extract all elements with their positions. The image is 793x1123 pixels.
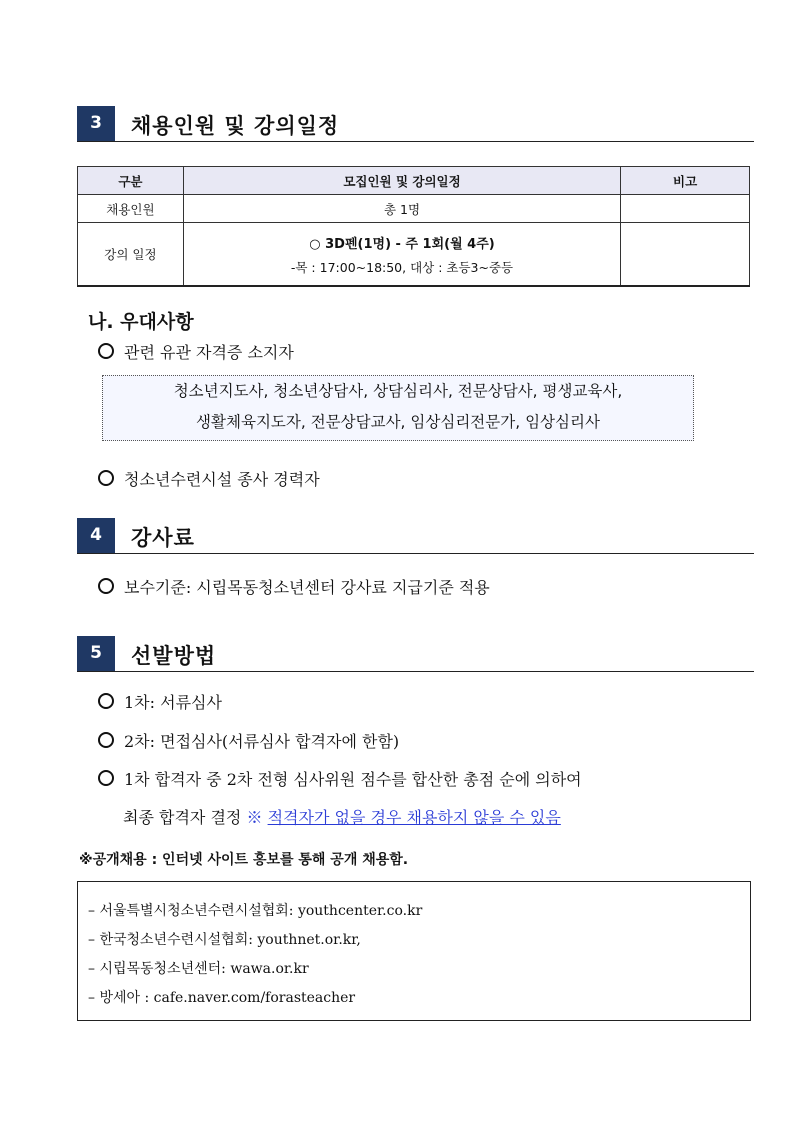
section-number-badge: 5: [77, 636, 115, 671]
list-item: 관련 유관 자격증 소지자: [98, 340, 294, 363]
disclaimer-note: 적격자가 없을 경우 채용하지 않을 수 있음: [267, 808, 561, 827]
lecture-title: ○ 3D펜(1명) - 주 1회(월 4주): [309, 236, 495, 252]
section-title: 강사료: [131, 526, 195, 550]
section-title: 선발방법: [131, 644, 217, 668]
column-header: 모집인원 및 강의일정: [183, 167, 620, 195]
table-row: [78, 223, 750, 287]
table-row: [78, 195, 750, 223]
public-recruitment-notice: ※공개채용 : 인터넷 사이트 홍보를 통해 공개 채용함.: [79, 852, 409, 868]
list-item: 청소년수련시설 종사 경력자: [98, 467, 320, 490]
schedule-cell: [183, 223, 620, 287]
note-cell: [621, 223, 750, 287]
circle-bullet-icon: [98, 578, 114, 594]
column-header: 비고: [621, 167, 750, 195]
list-item: 1차: 서류심사: [98, 690, 222, 713]
qualification-line: 생활체육지도자, 전문상담교사, 임상심리전문가, 임상심리사: [196, 413, 600, 431]
contact-item: – 서울특별시청소년수련시설협회: youthcenter.co.kr: [88, 903, 423, 919]
circle-bullet-icon: [98, 343, 114, 359]
list-item-continuation: 최종 합격자 결정 ※ 적격자가 없을 경우 채용하지 않을 수 있음: [123, 808, 561, 827]
lecture-time: -목 : 17:00~18:50, 대상 : 초등3~중등: [290, 259, 514, 275]
recruitment-schedule-table: [77, 166, 750, 287]
reference-mark: ※: [246, 808, 263, 827]
contact-box: [77, 881, 751, 1021]
section-title: 채용인원 및 강의일정: [131, 114, 340, 138]
contact-item: – 방세아 : cafe.naver.com/forasteacher: [88, 990, 356, 1006]
list-item: 2차: 면접심사(서류심사 합격자에 한함): [98, 729, 399, 752]
circle-bullet-icon: [98, 770, 114, 786]
circle-bullet-icon: [98, 693, 114, 709]
headcount-cell: 총 1명: [183, 195, 620, 223]
list-item: 1차 합격자 중 2차 전형 심사위원 점수를 합산한 총점 순에 의하여: [98, 767, 582, 790]
contact-item: – 한국청소년수련시설협회: youthnet.or.kr,: [88, 932, 361, 948]
note-cell: [621, 195, 750, 223]
circle-bullet-icon: [98, 732, 114, 748]
contact-item: – 시립목동청소년센터: wawa.or.kr: [88, 961, 309, 977]
section-number-badge: 4: [77, 518, 115, 553]
section-number-badge: 3: [77, 106, 115, 141]
row-label: 강의 일정: [78, 223, 184, 287]
qualification-line: 청소년지도사, 청소년상담사, 상담심리사, 전문상담사, 평생교육사,: [173, 382, 623, 400]
row-label: 채용인원: [78, 195, 184, 223]
section-4-header: [77, 518, 754, 554]
column-header: 구분: [78, 167, 184, 195]
preference-heading: 나. 우대사항: [88, 311, 194, 333]
section-3-header: [77, 106, 754, 142]
table-header-row: [78, 167, 750, 195]
circle-bullet-icon: [98, 470, 114, 486]
section-5-header: [77, 636, 754, 672]
qualification-box: [102, 375, 694, 441]
list-item: 보수기준: 시립목동청소년센터 강사료 지급기준 적용: [98, 575, 490, 598]
